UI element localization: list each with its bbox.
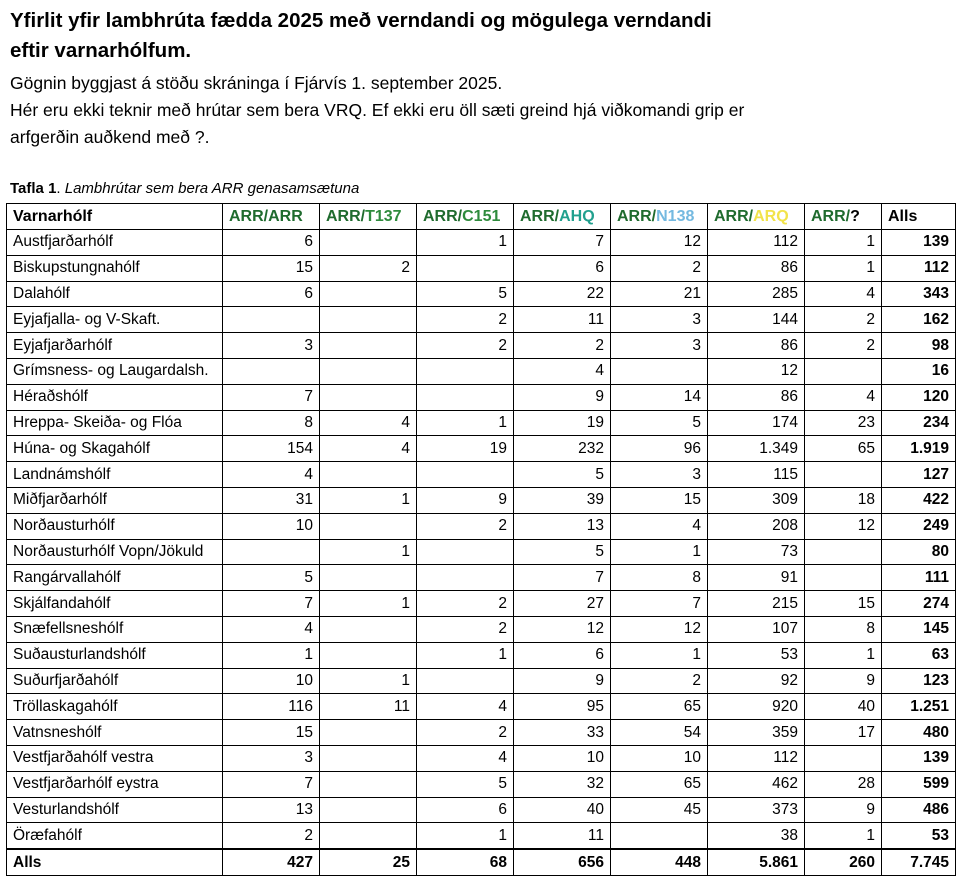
table-row: [7, 410, 956, 436]
value-cell: [417, 358, 514, 384]
value-cell: 2: [611, 668, 708, 694]
table-row: [7, 384, 956, 410]
value-cell: 10: [514, 745, 611, 771]
value-cell: 448: [611, 849, 708, 875]
value-cell: 39: [514, 487, 611, 513]
value-cell: 232: [514, 436, 611, 462]
value-cell: 112: [708, 230, 805, 256]
total-cell: 80: [882, 539, 956, 565]
value-cell: [417, 668, 514, 694]
value-cell: 1: [417, 642, 514, 668]
caption-label: Tafla 1: [10, 180, 57, 197]
total-cell: 162: [882, 307, 956, 333]
value-cell: [320, 797, 417, 823]
value-cell: [320, 771, 417, 797]
value-cell: 27: [514, 591, 611, 617]
total-cell: 343: [882, 281, 956, 307]
table-caption: [10, 179, 359, 199]
total-cell: 63: [882, 642, 956, 668]
table-row: [7, 771, 956, 797]
value-cell: 260: [805, 849, 882, 875]
value-cell: 95: [514, 694, 611, 720]
value-cell: [417, 255, 514, 281]
value-cell: [320, 333, 417, 359]
region-name: Landnámshólf: [7, 462, 223, 488]
value-cell: 15: [223, 720, 320, 746]
value-cell: 2: [320, 255, 417, 281]
value-cell: 96: [611, 436, 708, 462]
value-cell: [320, 745, 417, 771]
value-cell: 12: [611, 616, 708, 642]
value-cell: 7: [514, 230, 611, 256]
value-cell: 4: [611, 513, 708, 539]
value-cell: 13: [223, 797, 320, 823]
value-cell: 86: [708, 333, 805, 359]
value-cell: 2: [417, 616, 514, 642]
column-header-prefix: ARR/: [617, 207, 657, 225]
value-cell: 91: [708, 565, 805, 591]
value-cell: 4: [514, 358, 611, 384]
value-cell: 6: [514, 255, 611, 281]
column-header-prefix: ARR/: [229, 207, 269, 225]
value-cell: 1: [805, 255, 882, 281]
value-cell: 656: [514, 849, 611, 875]
caption-text: Lambhrútar sem bera ARR genasamsætuna: [64, 180, 360, 197]
value-cell: 9: [805, 797, 882, 823]
value-cell: [320, 307, 417, 333]
table-row: [7, 358, 956, 384]
column-header-prefix: ARR/: [326, 207, 366, 225]
value-cell: 107: [708, 616, 805, 642]
value-cell: 5: [514, 462, 611, 488]
value-cell: 86: [708, 255, 805, 281]
value-cell: [320, 384, 417, 410]
value-cell: 40: [514, 797, 611, 823]
value-cell: 4: [223, 616, 320, 642]
footer-row: [7, 849, 956, 875]
region-name: Alls: [7, 849, 223, 875]
value-cell: 1: [223, 642, 320, 668]
total-cell: 16: [882, 358, 956, 384]
column-header: [805, 204, 882, 230]
value-cell: 5: [514, 539, 611, 565]
column-header: [708, 204, 805, 230]
value-cell: 215: [708, 591, 805, 617]
region-name: Grímsness- og Laugardalsh.: [7, 358, 223, 384]
column-header-suffix: C151: [462, 207, 501, 225]
region-name: Norðausturhólf Vopn/Jökuld: [7, 539, 223, 565]
value-cell: 12: [611, 230, 708, 256]
value-cell: 11: [514, 307, 611, 333]
value-cell: 92: [708, 668, 805, 694]
value-cell: 32: [514, 771, 611, 797]
value-cell: 7: [223, 591, 320, 617]
value-cell: 68: [417, 849, 514, 875]
value-cell: 10: [223, 513, 320, 539]
title-line: eftir varnarhólfum.: [10, 39, 192, 62]
table-row: [7, 255, 956, 281]
table-row: [7, 797, 956, 823]
value-cell: 920: [708, 694, 805, 720]
intro-line: Hér eru ekki teknir með hrútar sem bera VRQ. Ef ekki eru öll sæti greind hjá viðkomandi grip er: [10, 100, 745, 120]
value-cell: 53: [708, 642, 805, 668]
value-cell: 373: [708, 797, 805, 823]
total-header: Alls: [882, 204, 956, 230]
value-cell: 22: [514, 281, 611, 307]
value-cell: 1: [611, 539, 708, 565]
value-cell: 5: [611, 410, 708, 436]
column-header-prefix: ARR/: [423, 207, 463, 225]
total-cell: 480: [882, 720, 956, 746]
value-cell: [320, 230, 417, 256]
table-row: [7, 720, 956, 746]
table-row: [7, 230, 956, 256]
value-cell: 4: [320, 410, 417, 436]
value-cell: 2: [417, 720, 514, 746]
value-cell: 13: [514, 513, 611, 539]
total-cell: 1.251: [882, 694, 956, 720]
total-cell: 123: [882, 668, 956, 694]
region-name: Suðurfjarðahólf: [7, 668, 223, 694]
total-cell: 486: [882, 797, 956, 823]
value-cell: 3: [611, 307, 708, 333]
table-row: [7, 565, 956, 591]
column-header-prefix: ARR/: [714, 207, 754, 225]
region-name: Miðfjarðarhólf: [7, 487, 223, 513]
value-cell: [223, 307, 320, 333]
value-cell: 86: [708, 384, 805, 410]
value-cell: 4: [417, 694, 514, 720]
value-cell: [320, 358, 417, 384]
column-header: [611, 204, 708, 230]
region-name: Eyjafjarðarhólf: [7, 333, 223, 359]
value-cell: 4: [223, 462, 320, 488]
column-header-suffix: AHQ: [559, 207, 595, 225]
value-cell: 73: [708, 539, 805, 565]
document-title: [10, 6, 910, 66]
value-cell: 4: [805, 384, 882, 410]
value-cell: 5.861: [708, 849, 805, 875]
value-cell: 9: [805, 668, 882, 694]
table-row: [7, 694, 956, 720]
value-cell: 14: [611, 384, 708, 410]
value-cell: 112: [708, 745, 805, 771]
region-header: Varnarhólf: [7, 204, 223, 230]
value-cell: 11: [320, 694, 417, 720]
value-cell: 1: [417, 410, 514, 436]
value-cell: 6: [514, 642, 611, 668]
header-row: [7, 204, 956, 230]
value-cell: 7: [223, 771, 320, 797]
table-body: [7, 230, 956, 876]
value-cell: 28: [805, 771, 882, 797]
total-cell: 111: [882, 565, 956, 591]
value-cell: 3: [611, 333, 708, 359]
table-row: [7, 462, 956, 488]
column-header-suffix: ?: [850, 207, 860, 225]
value-cell: 309: [708, 487, 805, 513]
value-cell: 2: [417, 333, 514, 359]
value-cell: 7: [611, 591, 708, 617]
value-cell: [320, 565, 417, 591]
value-cell: [320, 642, 417, 668]
column-header-prefix: ARR/: [520, 207, 560, 225]
value-cell: 18: [805, 487, 882, 513]
value-cell: 6: [223, 230, 320, 256]
region-name: Vestfjarðahólf vestra: [7, 745, 223, 771]
value-cell: 11: [514, 823, 611, 849]
value-cell: [223, 358, 320, 384]
value-cell: 4: [805, 281, 882, 307]
table-row: [7, 281, 956, 307]
value-cell: 115: [708, 462, 805, 488]
region-name: Húna- og Skagahólf: [7, 436, 223, 462]
value-cell: 9: [417, 487, 514, 513]
value-cell: 427: [223, 849, 320, 875]
value-cell: [417, 384, 514, 410]
value-cell: 1: [611, 642, 708, 668]
region-name: Tröllaskagahólf: [7, 694, 223, 720]
value-cell: [320, 616, 417, 642]
value-cell: 1: [417, 823, 514, 849]
value-cell: [611, 358, 708, 384]
region-name: Skjálfandahólf: [7, 591, 223, 617]
value-cell: [805, 745, 882, 771]
table-row: [7, 487, 956, 513]
value-cell: 12: [805, 513, 882, 539]
value-cell: 45: [611, 797, 708, 823]
region-name: Biskupstungnahólf: [7, 255, 223, 281]
table-row: [7, 591, 956, 617]
value-cell: 174: [708, 410, 805, 436]
column-header: [514, 204, 611, 230]
value-cell: 3: [611, 462, 708, 488]
value-cell: [805, 462, 882, 488]
value-cell: 285: [708, 281, 805, 307]
total-cell: 139: [882, 745, 956, 771]
region-name: Dalahólf: [7, 281, 223, 307]
total-cell: 599: [882, 771, 956, 797]
intro-line: arfgerðin auðkend með ?.: [10, 127, 210, 147]
total-cell: 98: [882, 333, 956, 359]
value-cell: 15: [805, 591, 882, 617]
total-cell: 1.919: [882, 436, 956, 462]
value-cell: 3: [223, 333, 320, 359]
value-cell: 19: [417, 436, 514, 462]
value-cell: [320, 823, 417, 849]
column-header-prefix: ARR/: [811, 207, 851, 225]
value-cell: 116: [223, 694, 320, 720]
value-cell: 2: [611, 255, 708, 281]
value-cell: 1: [320, 591, 417, 617]
region-name: Vestfjarðarhólf eystra: [7, 771, 223, 797]
value-cell: 1: [320, 487, 417, 513]
total-cell: 53: [882, 823, 956, 849]
value-cell: 144: [708, 307, 805, 333]
value-cell: 2: [223, 823, 320, 849]
value-cell: 65: [805, 436, 882, 462]
table-row: [7, 333, 956, 359]
value-cell: 6: [417, 797, 514, 823]
region-name: Vesturlandshólf: [7, 797, 223, 823]
value-cell: 2: [417, 513, 514, 539]
value-cell: 10: [611, 745, 708, 771]
value-cell: 7: [514, 565, 611, 591]
value-cell: 4: [417, 745, 514, 771]
value-cell: 1: [805, 642, 882, 668]
value-cell: 33: [514, 720, 611, 746]
intro-text: [10, 70, 910, 151]
total-cell: 112: [882, 255, 956, 281]
value-cell: 2: [805, 307, 882, 333]
value-cell: 5: [417, 771, 514, 797]
table-row: [7, 513, 956, 539]
column-header: [417, 204, 514, 230]
value-cell: 7: [223, 384, 320, 410]
value-cell: 15: [611, 487, 708, 513]
value-cell: 54: [611, 720, 708, 746]
value-cell: 15: [223, 255, 320, 281]
table-row: [7, 436, 956, 462]
value-cell: 3: [223, 745, 320, 771]
total-cell: 249: [882, 513, 956, 539]
total-cell: 139: [882, 230, 956, 256]
value-cell: 2: [417, 591, 514, 617]
value-cell: 65: [611, 771, 708, 797]
value-cell: 462: [708, 771, 805, 797]
region-name: Eyjafjalla- og V-Skaft.: [7, 307, 223, 333]
value-cell: 1: [417, 230, 514, 256]
region-name: Suðausturlandshólf: [7, 642, 223, 668]
value-cell: [611, 823, 708, 849]
region-name: Austfjarðarhólf: [7, 230, 223, 256]
value-cell: [320, 462, 417, 488]
intro-line: Gögnin byggjast á stöðu skráninga í Fjárvís 1. september 2025.: [10, 73, 503, 93]
total-cell: 127: [882, 462, 956, 488]
column-header-suffix: T137: [365, 207, 402, 225]
data-table: [6, 203, 956, 876]
value-cell: [320, 720, 417, 746]
table-row: [7, 616, 956, 642]
value-cell: 1: [320, 668, 417, 694]
region-name: Hreppa- Skeiða- og Flóa: [7, 410, 223, 436]
total-cell: 145: [882, 616, 956, 642]
value-cell: 1: [805, 230, 882, 256]
value-cell: 12: [708, 358, 805, 384]
table-row: [7, 307, 956, 333]
value-cell: 2: [417, 307, 514, 333]
column-header: [223, 204, 320, 230]
value-cell: 359: [708, 720, 805, 746]
value-cell: 21: [611, 281, 708, 307]
column-header-suffix: ARR: [268, 207, 303, 225]
value-cell: 38: [708, 823, 805, 849]
value-cell: 6: [223, 281, 320, 307]
region-name: Öræfahólf: [7, 823, 223, 849]
value-cell: 31: [223, 487, 320, 513]
value-cell: 208: [708, 513, 805, 539]
table-row: [7, 745, 956, 771]
value-cell: [320, 281, 417, 307]
value-cell: [417, 462, 514, 488]
value-cell: 17: [805, 720, 882, 746]
value-cell: [805, 565, 882, 591]
region-name: Snæfellsneshólf: [7, 616, 223, 642]
value-cell: 9: [514, 668, 611, 694]
value-cell: 9: [514, 384, 611, 410]
value-cell: 1: [805, 823, 882, 849]
value-cell: [805, 539, 882, 565]
value-cell: 10: [223, 668, 320, 694]
column-header-suffix: ARQ: [753, 207, 789, 225]
value-cell: 8: [611, 565, 708, 591]
value-cell: [417, 539, 514, 565]
value-cell: [320, 513, 417, 539]
value-cell: 2: [805, 333, 882, 359]
total-cell: 120: [882, 384, 956, 410]
column-header: [320, 204, 417, 230]
value-cell: 25: [320, 849, 417, 875]
table-row: [7, 668, 956, 694]
total-cell: 422: [882, 487, 956, 513]
value-cell: 23: [805, 410, 882, 436]
value-cell: 1.349: [708, 436, 805, 462]
total-cell: 234: [882, 410, 956, 436]
value-cell: 12: [514, 616, 611, 642]
value-cell: 8: [223, 410, 320, 436]
title-line: Yfirlit yfir lambhrúta fædda 2025 með verndandi og mögulega verndandi: [10, 9, 712, 32]
region-name: Rangárvallahólf: [7, 565, 223, 591]
total-cell: 274: [882, 591, 956, 617]
value-cell: 8: [805, 616, 882, 642]
value-cell: 4: [320, 436, 417, 462]
value-cell: 5: [417, 281, 514, 307]
table-row: [7, 539, 956, 565]
column-header-suffix: N138: [656, 207, 695, 225]
total-cell: 7.745: [882, 849, 956, 875]
caption-separator: .: [56, 180, 65, 197]
region-name: Norðausturhólf: [7, 513, 223, 539]
value-cell: [805, 358, 882, 384]
region-name: Héraðshólf: [7, 384, 223, 410]
table-row: [7, 823, 956, 849]
value-cell: 65: [611, 694, 708, 720]
value-cell: [223, 539, 320, 565]
value-cell: 40: [805, 694, 882, 720]
value-cell: 1: [320, 539, 417, 565]
value-cell: 154: [223, 436, 320, 462]
region-name: Vatnsneshólf: [7, 720, 223, 746]
value-cell: 19: [514, 410, 611, 436]
value-cell: 5: [223, 565, 320, 591]
table-row: [7, 642, 956, 668]
value-cell: [417, 565, 514, 591]
value-cell: 2: [514, 333, 611, 359]
